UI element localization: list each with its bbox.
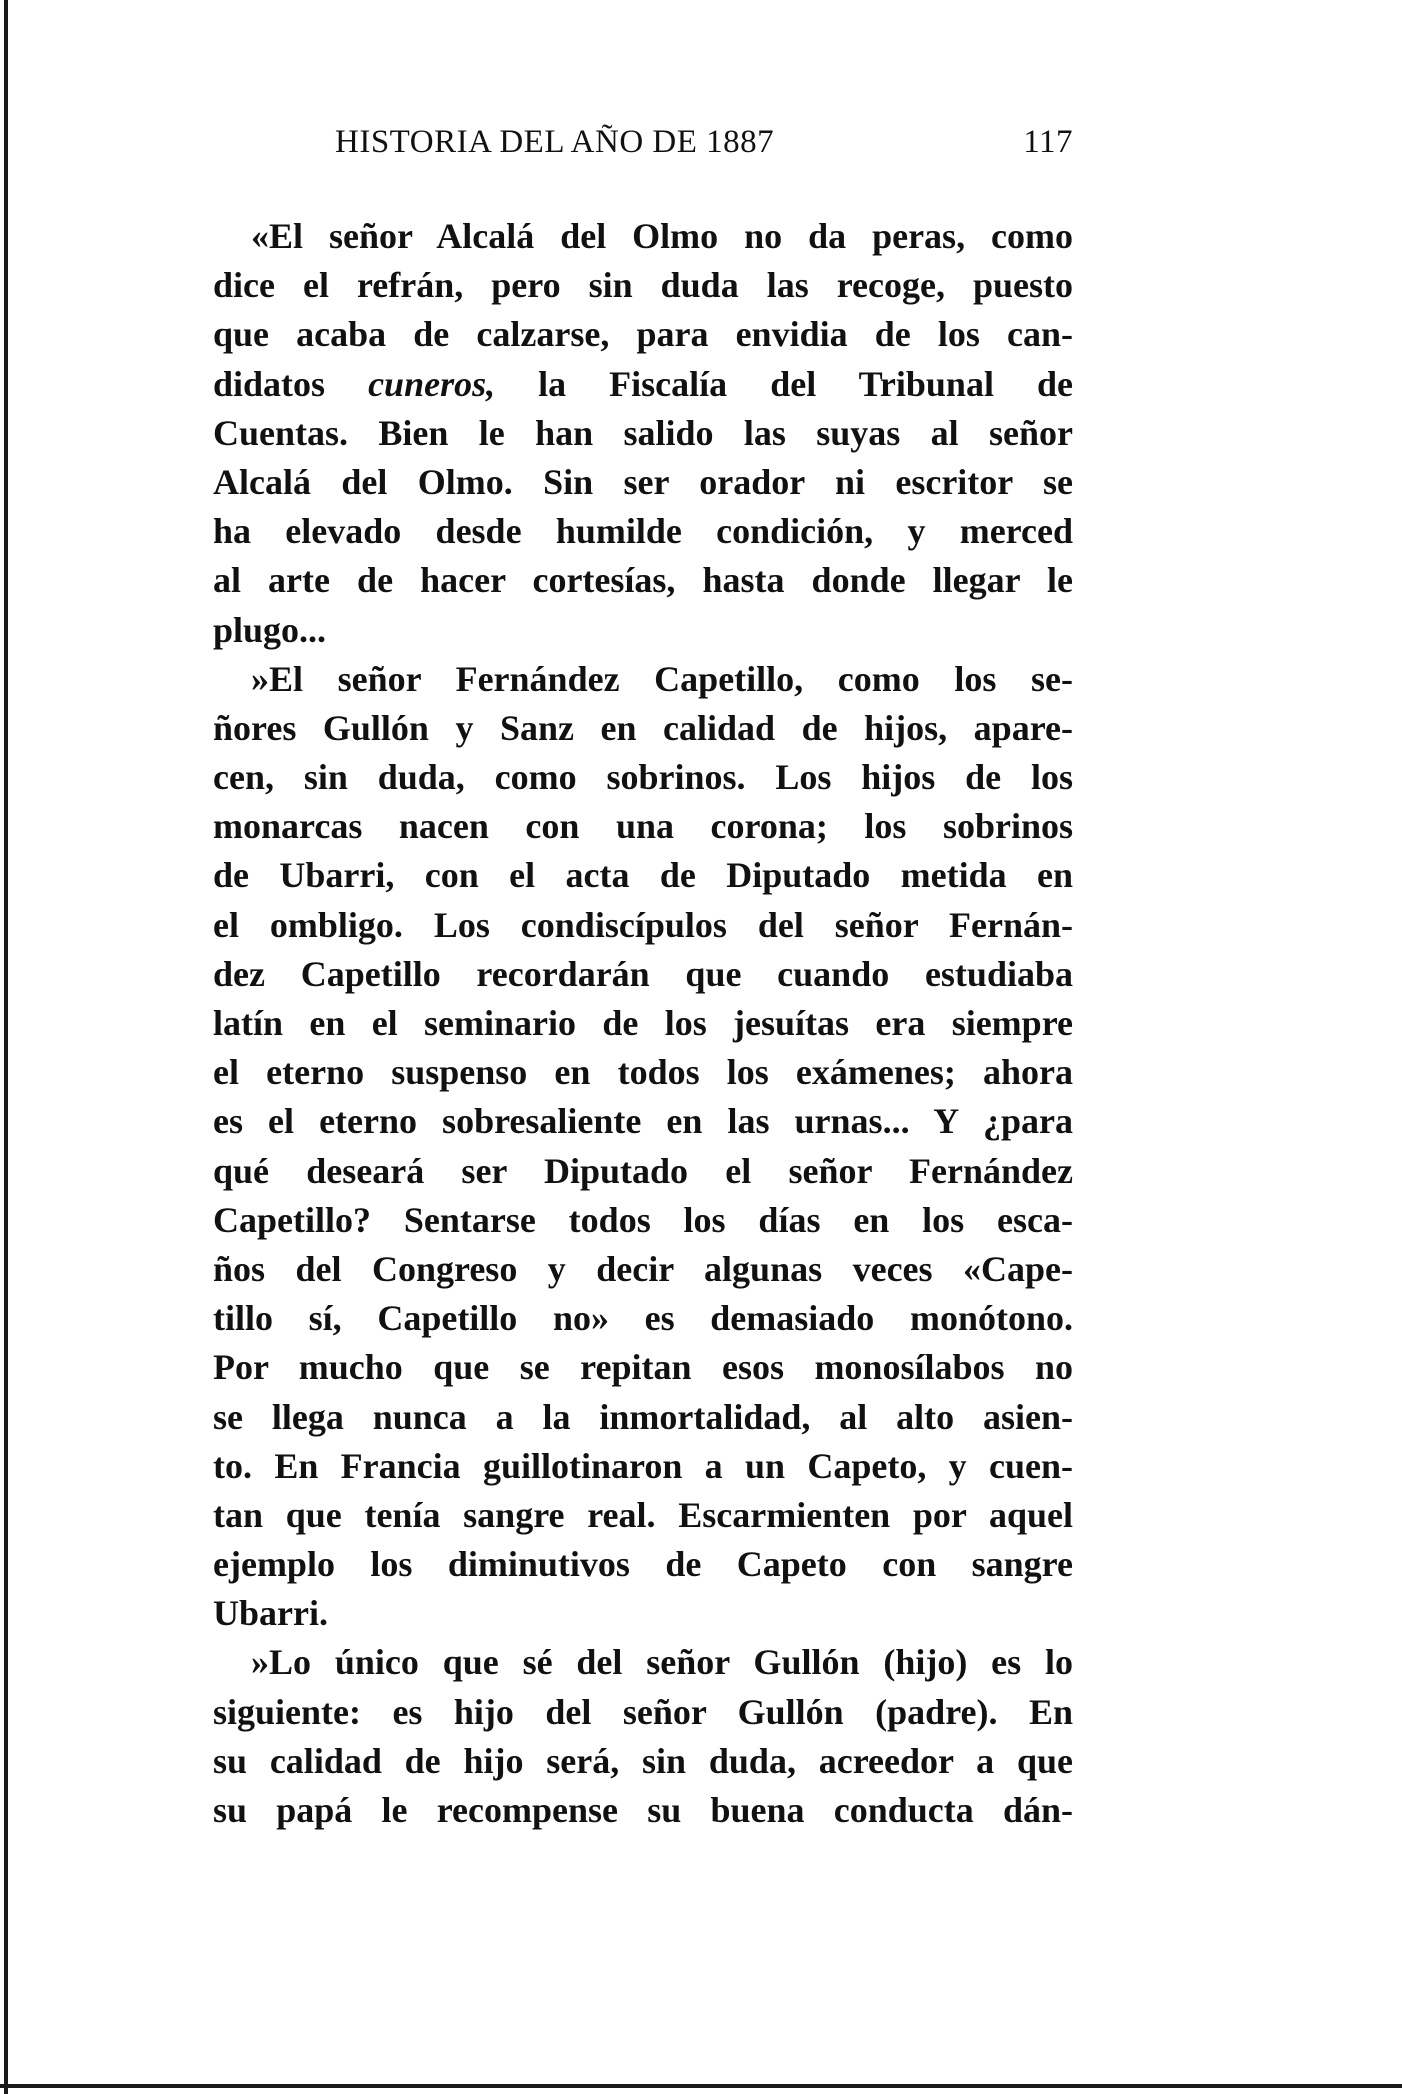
- paragraph-1: [213, 212, 1073, 655]
- text-line: «El señor Alcalá del Olmo no da peras, como: [251, 216, 1073, 256]
- text-line: siguiente: es hijo del señor Gullón (padre). En: [213, 1691, 1073, 1732]
- text-line-pre: didatos: [213, 363, 369, 404]
- text-line: se llega nunca a la inmortalidad, al alto asien-: [213, 1396, 1073, 1437]
- text-line: de Ubarri, con el acta de Diputado metida en: [213, 855, 1073, 896]
- text-line: dice el refrán, pero sin duda las recoge, puesto: [213, 265, 1073, 306]
- text-line: Capetillo? Sentarse todos los días en los esca-: [213, 1199, 1073, 1240]
- scan-edge-bottom: [0, 2084, 1402, 2088]
- text-line: qué deseará ser Diputado el señor Fernández: [213, 1150, 1073, 1191]
- running-title: HISTORIA DEL AÑO DE 1887: [335, 124, 775, 160]
- text-line: to. En Francia guillotinaron a un Capeto, y cuen-: [213, 1445, 1073, 1486]
- text-line: dez Capetillo recordarán que cuando estudiaba: [213, 953, 1073, 994]
- text-line: ejemplo los diminutivos de Capeto con sangre: [213, 1544, 1073, 1585]
- text-line-post: la Fiscalía del Tribunal de: [495, 363, 1073, 404]
- page-number: 117: [1023, 124, 1073, 160]
- text-line: ha elevado desde humilde condición, y merced: [213, 511, 1073, 552]
- text-line: es el eterno sobresaliente en las urnas... Y ¿para: [213, 1101, 1073, 1142]
- text-line: su papá le recompense su buena conducta dán-: [213, 1790, 1073, 1830]
- text-line: [213, 360, 1073, 409]
- text-line: monarcas nacen con una corona; los sobrinos: [213, 806, 1073, 847]
- text-line: »El señor Fernández Capetillo, como los se-: [251, 658, 1073, 699]
- book-page: [213, 118, 1073, 1835]
- text-line: tan que tenía sangre real. Escarmienten por aquel: [213, 1494, 1073, 1535]
- paragraph-2: [213, 655, 1073, 1639]
- text-line: su calidad de hijo será, sin duda, acreedor a que: [213, 1740, 1073, 1781]
- text-line: el ombligo. Los condiscípulos del señor Fernán-: [213, 904, 1073, 945]
- text-line: »Lo único que sé del señor Gullón (hijo) es lo: [251, 1642, 1073, 1683]
- text-line: plugo...: [213, 609, 327, 650]
- text-line: Ubarri.: [213, 1593, 328, 1634]
- text-line: latín en el seminario de los jesuítas era siempre: [213, 1003, 1073, 1043]
- text-line: que acaba de calzarse, para envidia de los can-: [213, 314, 1073, 355]
- text-line: el eterno suspenso en todos los exámenes; ahora: [213, 1052, 1073, 1093]
- italic-word: cuneros,: [368, 363, 496, 404]
- text-line: ños del Congreso y decir algunas veces «Cape-: [213, 1248, 1073, 1289]
- text-line: al arte de hacer cortesías, hasta donde llegar le: [213, 560, 1073, 601]
- paragraph-3: [213, 1638, 1073, 1835]
- text-line: Alcalá del Olmo. Sin ser orador ni escritor se: [213, 461, 1073, 502]
- text-line: tillo sí, Capetillo no» es demasiado monótono.: [213, 1298, 1073, 1339]
- text-line: cen, sin duda, como sobrinos. Los hijos de los: [213, 757, 1073, 798]
- text-line: Por mucho que se repitan esos monosílabos no: [213, 1347, 1073, 1388]
- running-head: [213, 118, 1073, 178]
- scan-edge-left: [4, 0, 8, 2094]
- body-text: [213, 212, 1073, 1835]
- text-line: Cuentas. Bien le han salido las suyas al señor: [213, 412, 1073, 453]
- text-line: ñores Gullón y Sanz en calidad de hijos, apare-: [213, 707, 1073, 748]
